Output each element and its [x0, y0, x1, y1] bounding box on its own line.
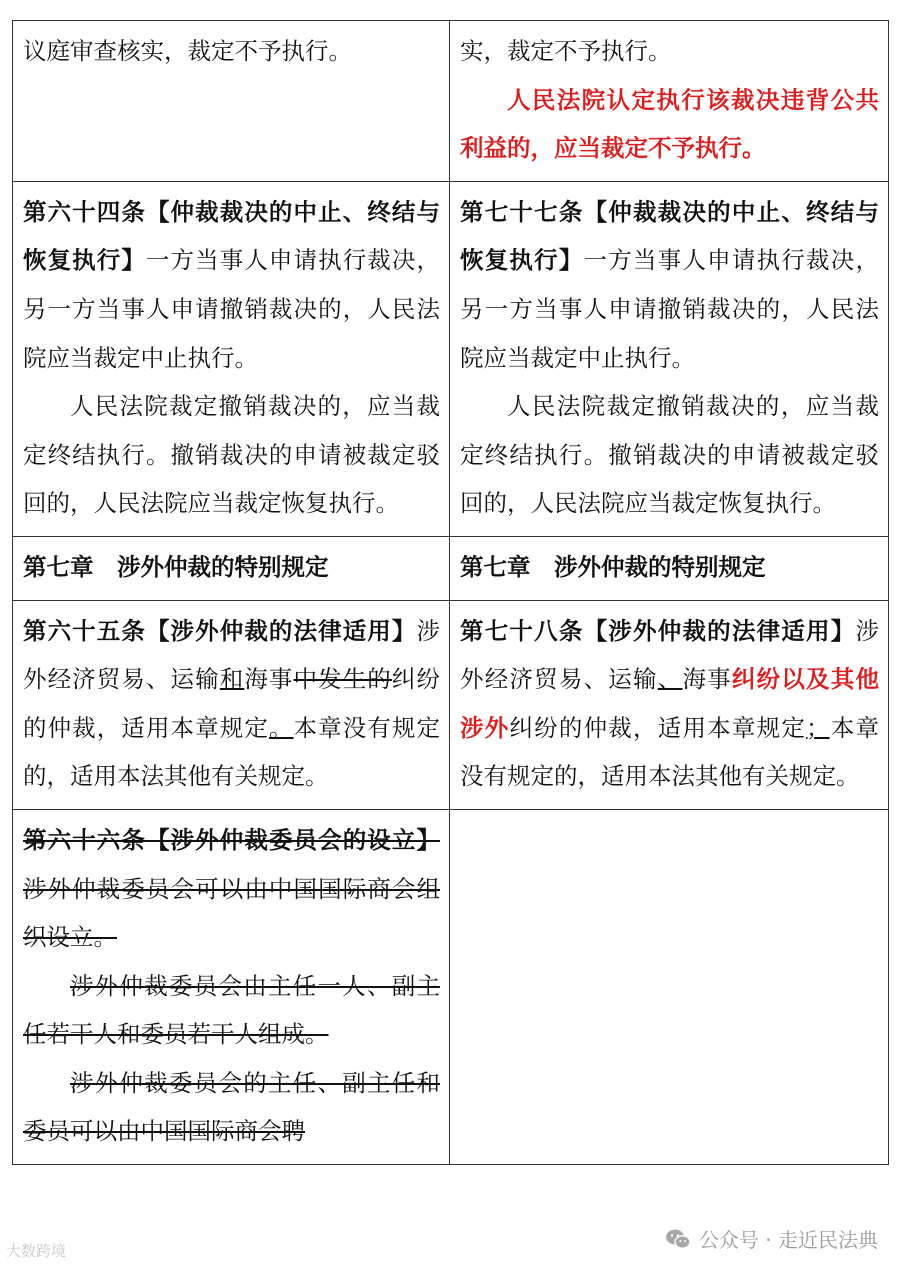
chapter-number: 第七章	[460, 552, 531, 581]
chapter-title: 涉外仲裁的特别规定	[554, 552, 766, 581]
new-law-cell	[450, 181, 889, 536]
old-law-cell	[13, 181, 450, 536]
article-text: 本章没有规定的，适用本法其他有关规定。	[23, 713, 440, 791]
old-law-cell	[13, 809, 450, 1164]
modified-text: 和	[219, 665, 245, 694]
article-text: 涉外经济贸易、运输	[460, 616, 879, 694]
article-text: 纠纷的仲裁，适用本章规定	[23, 665, 440, 742]
table-row	[13, 21, 889, 182]
article-text: 海事	[244, 665, 294, 694]
article-paragraph: 人民法院裁定撤销裁决的，应当裁定终结执行。撤销裁决的申请被裁定驳回的，人民法院应当裁定恢复执行。	[23, 392, 440, 518]
table-row	[13, 536, 889, 600]
article-text: 海事	[682, 665, 732, 694]
article-heading: 第七十八条【涉外仲裁的法律适用】	[460, 616, 856, 645]
modified-text: 、	[657, 665, 683, 694]
watermark-text: 公众号 · 走近民法典	[698, 1228, 878, 1252]
table-row	[13, 181, 889, 536]
article-heading: 第六十四条【仲裁裁决的中止、终结与恢复执行】	[23, 197, 440, 275]
article-heading: 第六十五条【涉外仲裁的法律适用】	[23, 616, 417, 645]
chapter-title: 涉外仲裁的特别规定	[117, 552, 329, 581]
chapter-heading-cell	[13, 536, 450, 600]
modified-text: 。	[268, 713, 294, 742]
new-law-cell-empty	[450, 809, 889, 1164]
old-law-text: 议庭审查核实，裁定不予执行。	[23, 37, 352, 65]
added-text: 纠纷以及其他涉外	[460, 665, 879, 742]
article-heading: 第七十七条【仲裁裁决的中止、终结与恢复执行】	[460, 197, 879, 275]
deleted-paragraph: 涉外仲裁委员会由主任一人、副主任若干人和委员若干人组成。	[23, 971, 440, 1049]
watermark-right	[665, 1224, 878, 1253]
footer	[0, 1218, 900, 1273]
deleted-text: 涉外仲裁委员会可以由中国国际商会组织设立。	[23, 874, 440, 952]
new-law-cell	[450, 21, 889, 182]
modified-text: ；	[806, 713, 830, 742]
article-text: 一方当事人申请执行裁决，另一方当事人申请撤销裁决的，人民法院应当裁定中止执行。	[460, 246, 879, 372]
deleted-paragraph: 涉外仲裁委员会的主任、副主任和委员可以由中国国际商会聘	[23, 1068, 440, 1146]
article-text: 本章没有规定的，适用本法其他有关规定。	[460, 713, 879, 791]
new-law-cell	[450, 600, 889, 809]
watermark-left: 大数跨境	[6, 1242, 67, 1260]
added-clause: 人民法院认定执行该裁决违背公共利益的，应当裁定不予执行。	[460, 85, 879, 163]
chapter-heading-cell	[450, 536, 889, 600]
table-row	[13, 600, 889, 809]
chapter-number: 第七章	[23, 552, 94, 581]
wechat-icon	[665, 1228, 691, 1250]
old-law-cell	[13, 600, 450, 809]
new-law-text: 实，裁定不予执行。	[460, 37, 672, 65]
article-text: 涉外经济贸易、运输	[23, 616, 440, 694]
deleted-article-heading: 第六十六条【涉外仲裁委员会的设立】	[23, 825, 440, 854]
article-text: 一方当事人申请执行裁决，另一方当事人申请撤销裁决的，人民法院应当裁定中止执行。	[23, 246, 440, 372]
article-paragraph: 人民法院裁定撤销裁决的，应当裁定终结执行。撤销裁决的申请被裁定驳回的，人民法院应当裁定恢复执行。	[460, 392, 879, 518]
deleted-text: 中发生的	[293, 665, 392, 694]
old-law-cell	[13, 21, 450, 182]
article-text: 纠纷的仲裁，适用本章规定	[509, 713, 807, 742]
table-row	[13, 809, 889, 1164]
comparison-table	[12, 20, 889, 1165]
